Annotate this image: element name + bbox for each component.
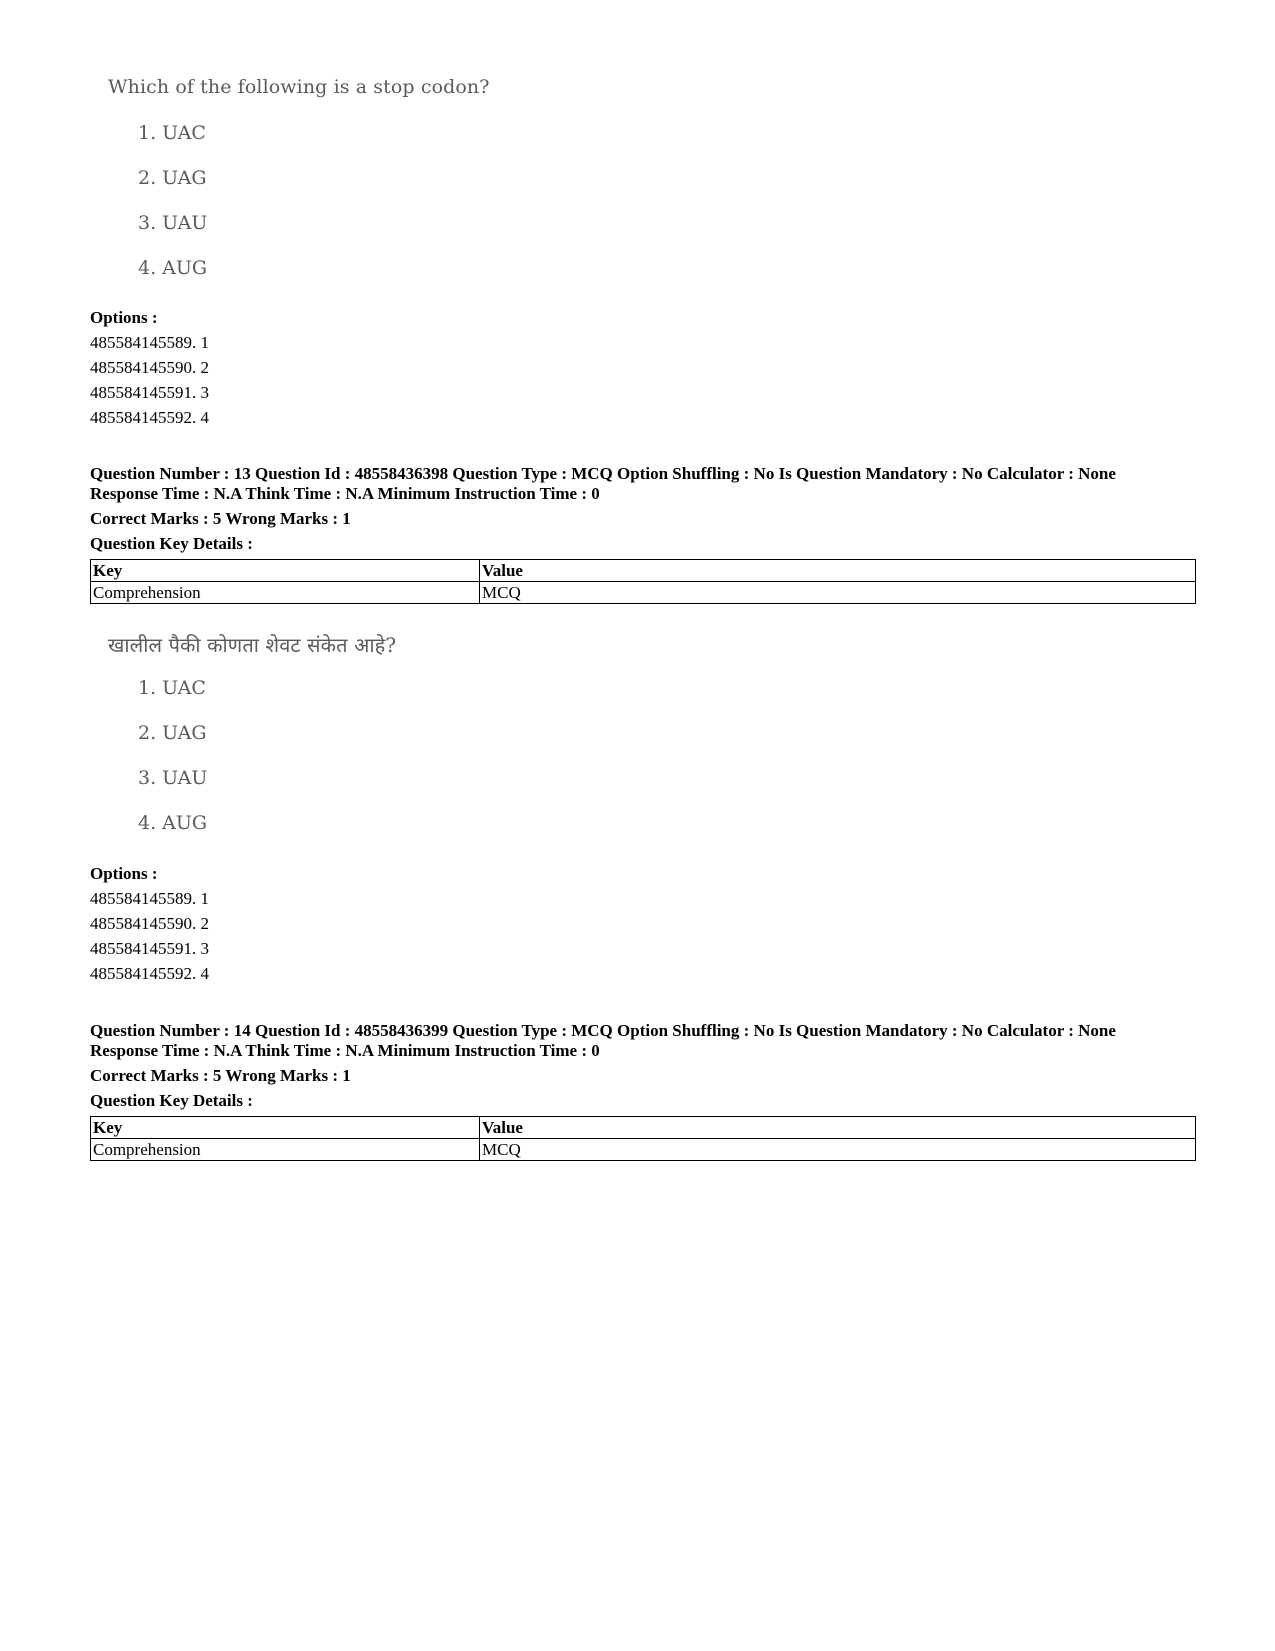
option-id-2: 485584145590. 2: [90, 914, 209, 933]
table-cell-value: MCQ: [480, 582, 1196, 604]
question-13-meta-line1: Question Number : 13 Question Id : 48558436398 Question Type : MCQ Option Shuffling : No Is Question Mandatory : No Calculator : None: [90, 464, 1116, 483]
table-header-row: [91, 1117, 1196, 1139]
option-1: 1. UAC: [138, 677, 206, 699]
question-text: Which of the following is a stop codon?: [108, 76, 490, 98]
question-text: खालील पैकी कोणता शेवट संकेत आहे?: [108, 633, 397, 657]
table-header-value: Value: [480, 1117, 1196, 1139]
option-id-1: 485584145589. 1: [90, 889, 209, 908]
option-id-3: 485584145591. 3: [90, 383, 209, 402]
question-14-meta: [90, 1021, 1210, 1061]
question-13-marks: Correct Marks : 5 Wrong Marks : 1: [90, 509, 351, 528]
options-label: Options :: [90, 864, 158, 883]
question-14-meta-line1: Question Number : 14 Question Id : 48558436399 Question Type : MCQ Option Shuffling : No Is Question Mandatory : No Calculator : None: [90, 1021, 1116, 1040]
table-cell-key: Comprehension: [91, 1139, 480, 1161]
option-id-1: 485584145589. 1: [90, 333, 209, 352]
option-4: 4. AUG: [138, 812, 208, 834]
options-label: Options :: [90, 308, 158, 327]
question-14-key-table: [90, 1116, 1196, 1161]
table-row: [91, 582, 1196, 604]
question-13-key-table: [90, 559, 1196, 604]
table-header-key: Key: [91, 1117, 480, 1139]
option-4: 4. AUG: [138, 257, 208, 279]
table-header-row: [91, 560, 1196, 582]
option-id-4: 485584145592. 4: [90, 964, 209, 983]
question-14-key-details-label: Question Key Details :: [90, 1091, 253, 1110]
question-13-meta: [90, 464, 1210, 504]
question-13-meta-line2: Response Time : N.A Think Time : N.A Minimum Instruction Time : 0: [90, 484, 600, 503]
table-cell-value: MCQ: [480, 1139, 1196, 1161]
option-1: 1. UAC: [138, 122, 206, 144]
option-id-4: 485584145592. 4: [90, 408, 209, 427]
question-image-english: [108, 76, 490, 279]
table-header-key: Key: [91, 560, 480, 582]
question-13-key-details-label: Question Key Details :: [90, 534, 253, 553]
option-2: 2. UAG: [138, 167, 207, 189]
question-14-marks: Correct Marks : 5 Wrong Marks : 1: [90, 1066, 351, 1085]
table-header-value: Value: [480, 560, 1196, 582]
option-id-3: 485584145591. 3: [90, 939, 209, 958]
option-3: 3. UAU: [138, 767, 208, 789]
question-image-marathi: [108, 631, 397, 834]
question-14-meta-line2: Response Time : N.A Think Time : N.A Minimum Instruction Time : 0: [90, 1041, 600, 1060]
option-id-2: 485584145590. 2: [90, 358, 209, 377]
table-cell-key: Comprehension: [91, 582, 480, 604]
table-row: [91, 1139, 1196, 1161]
option-3: 3. UAU: [138, 212, 208, 234]
option-2: 2. UAG: [138, 722, 207, 744]
